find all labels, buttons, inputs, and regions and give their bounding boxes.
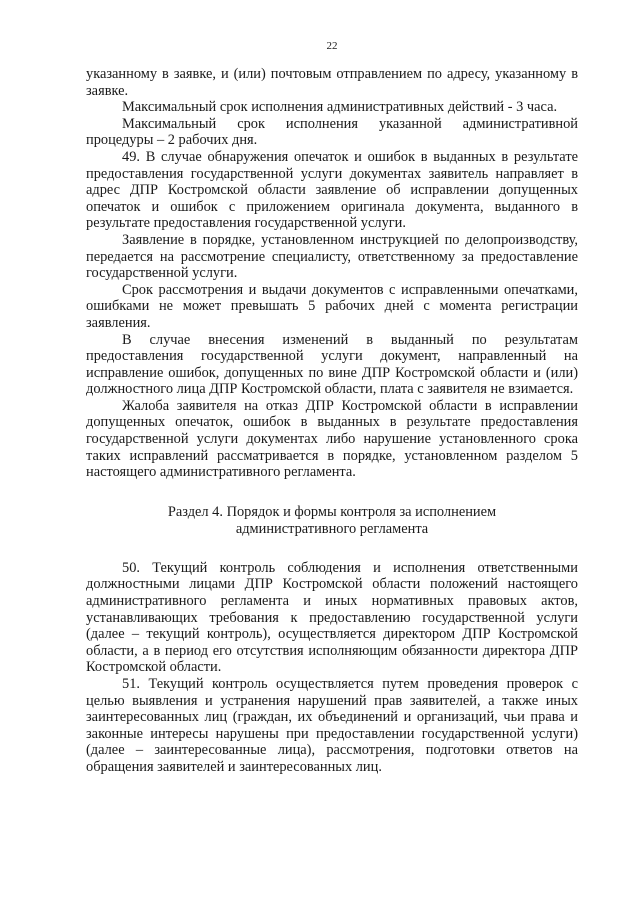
paragraph-complaint: Жалоба заявителя на отказ ДПР Костромской области в исправлении допущенных опечаток, ошибок в выданных в результате предоставления государственной услуги документах либо нарушение установленного срока таких исправлений рассматривается в порядке, установленном разделом 5 настоящего административного регламента. — [86, 397, 578, 481]
paragraph-max-term-procedure: Максимальный срок исполнения указанной административной процедуры – 2 рабочих дня. — [86, 115, 578, 149]
section-heading — [86, 504, 578, 538]
paragraph-max-term-actions: Максимальный срок исполнения административных действий - 3 часа. — [122, 99, 558, 116]
paragraph-review-term: Срок рассмотрения и выдачи документов с исправленными опечатками, ошибками не может превышать 5 рабочих дней с момента регистрации заявления. — [86, 281, 578, 331]
page-number: 22 — [326, 40, 338, 52]
paragraph-49: 49. В случае обнаружения опечаток и ошибок в выданных в результате предоставления государственной услуги документах заявитель направляет в адрес ДПР Костромской области заявление об исправлении допущенных опечаток и ошибок с приложением оригинала документа, выданного в результате предоставления государственной услуги. — [86, 148, 578, 232]
paragraph-no-fee: В случае внесения изменений в выданный по результатам предоставления государственной услуги документ, направленный на исправление ошибок, допущенных по вине ДПР Костромской области и (или) должностного лица ДПР Костромской области, плата с заявителя не взимается. — [86, 331, 578, 398]
section-heading-line-1: Раздел 4. Порядок и формы контроля за исполнением — [167, 503, 497, 520]
paragraph-51: 51. Текущий контроль осуществляется путем проведения проверок с целью выявления и устранения нарушений прав заявителей, а также иных заинтересованных лиц (граждан, их объединений и организаций, чьи права и законные интересы нарушены при предоставлении государственной услуги) (далее – заинтересованные лица), рассмотрения, подготовки ответов на обращения заявителей и заинтересованных лиц. — [86, 676, 578, 775]
section-heading-line-2: административного регламента — [235, 520, 429, 537]
paragraph-continuation: указанному в заявке, и (или) почтовым отправлением по адресу, указанному в заявке. — [86, 66, 578, 99]
paragraph-50: 50. Текущий контроль соблюдения и исполнения ответственными должностными лицами ДПР Костромской области положений настоящего административного регламента и иных нормативных правовых актов, устанавливающих требования к предоставлению государственной услуги (далее – текущий контроль), осуществляется директором ДПР Костромской области, а в период его отсутствия исполняющим обязанности директора ДПР Костромской области. — [86, 559, 578, 676]
paragraph-application-transfer: Заявление в порядке, установленном инструкцией по делопроизводству, передается на рассмотрение специалисту, ответственному за предоставление государственной услуги. — [86, 231, 578, 282]
